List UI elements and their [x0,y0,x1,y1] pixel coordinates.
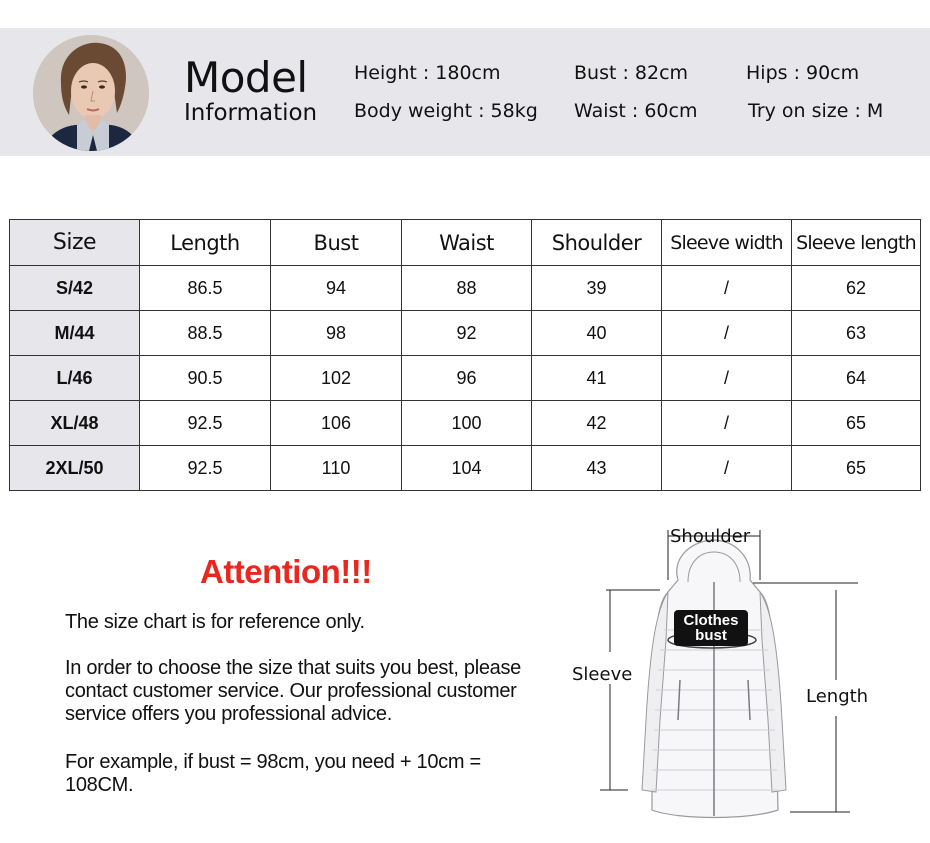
cell-sleeve-width: / [662,356,792,401]
model-bust: Bust : 82cm [574,62,689,84]
cell-size: M/44 [10,311,140,356]
cell-sleeve-length: 63 [792,311,921,356]
table-header-row [10,220,921,266]
cell-shoulder: 41 [532,356,662,401]
cell-shoulder: 39 [532,266,662,311]
cell-length: 92.5 [140,446,271,491]
cell-sleeve-width: / [662,401,792,446]
cell-length: 86.5 [140,266,271,311]
cell-shoulder: 40 [532,311,662,356]
size-chart-table [9,219,921,491]
model-weight: Body weight : 58kg [354,100,538,122]
cell-sleeve-length: 62 [792,266,921,311]
clothes-bust-badge [674,610,748,646]
model-waist: Waist : 60cm [574,100,698,122]
cell-sleeve-width: / [662,446,792,491]
cell-shoulder: 42 [532,401,662,446]
model-title: Model [184,53,308,102]
header-bust: Bust [271,220,402,266]
cell-sleeve-width: / [662,266,792,311]
table-row [10,311,921,356]
cell-size: XL/48 [10,401,140,446]
model-try-on-size: Try on size : M [748,100,884,122]
label-length: Length [806,686,869,707]
label-shoulder: Shoulder [670,526,751,547]
cell-size: 2XL/50 [10,446,140,491]
cell-sleeve-length: 65 [792,401,921,446]
note-reference-only: The size chart is for reference only. [65,611,365,633]
cell-waist: 88 [402,266,532,311]
cell-sleeve-length: 65 [792,446,921,491]
cell-bust: 106 [271,401,402,446]
header-sleeve-width: Sleeve width [662,220,792,266]
cell-waist: 100 [402,401,532,446]
cell-length: 92.5 [140,401,271,446]
cell-length: 90.5 [140,356,271,401]
model-avatar [33,35,149,151]
header-size: Size [10,220,140,266]
label-sleeve: Sleeve [572,664,633,685]
cell-waist: 96 [402,356,532,401]
model-subtitle: Information [184,100,318,126]
cell-shoulder: 43 [532,446,662,491]
model-height: Height : 180cm [354,62,501,84]
table-row [10,401,921,446]
model-hips: Hips : 90cm [746,62,860,84]
cell-bust: 94 [271,266,402,311]
cell-sleeve-length: 64 [792,356,921,401]
cell-waist: 104 [402,446,532,491]
cell-length: 88.5 [140,311,271,356]
bust-badge-line-1: Clothes [683,612,739,629]
bust-badge-line-2: bust [695,627,727,644]
header-shoulder: Shoulder [532,220,662,266]
cell-bust: 110 [271,446,402,491]
table-row [10,446,921,491]
header-length: Length [140,220,271,266]
cell-size: S/42 [10,266,140,311]
note-example: For example, if bust = 98cm, you need + 10cm = 108CM. [65,751,481,796]
cell-bust: 98 [271,311,402,356]
table-row [10,356,921,401]
cell-size: L/46 [10,356,140,401]
header-waist: Waist [402,220,532,266]
note-contact-service: In order to choose the size that suits you best, please contact customer service. Our professional customer service offers you professional advice. [65,657,522,725]
header-sleeve-length: Sleeve length [792,220,921,266]
attention-heading: Attention!!! [200,553,372,590]
garment-measurement-diagram [560,520,930,838]
table-row [10,266,921,311]
cell-sleeve-width: / [662,311,792,356]
cell-bust: 102 [271,356,402,401]
cell-waist: 92 [402,311,532,356]
